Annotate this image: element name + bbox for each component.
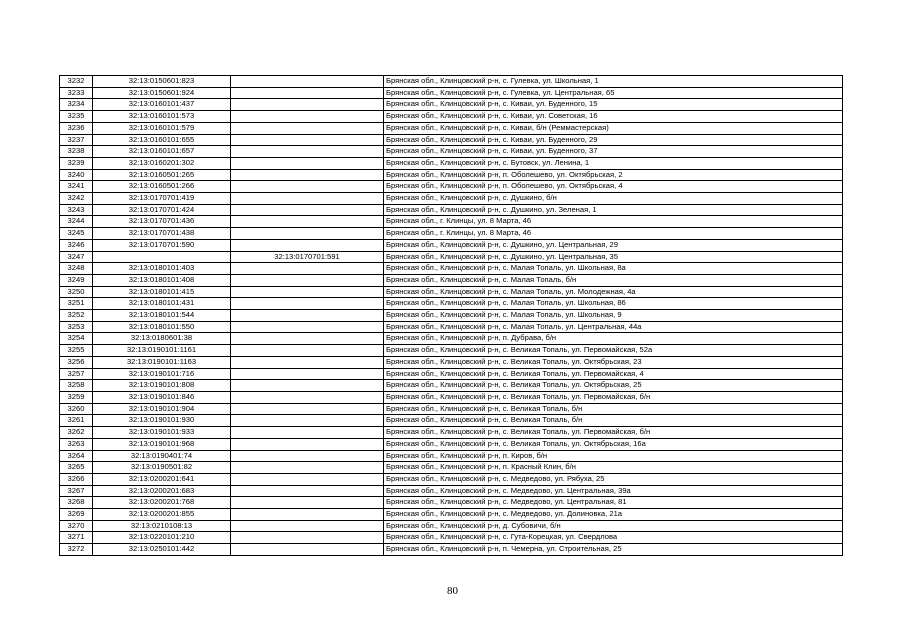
- address-cell: Брянская обл., Клинцовский р-н, с. Великая Топаль, б/н: [384, 403, 843, 415]
- cadastral-number-cell: 32:13:0150601:823: [93, 76, 231, 88]
- cadastral-number-cell: 32:13:0190101:716: [93, 368, 231, 380]
- cadastral-number-alt-cell: [231, 193, 384, 205]
- cadastral-number-cell: 32:13:0180601:38: [93, 333, 231, 345]
- table-row: [60, 251, 843, 263]
- row-number-cell: 3251: [60, 298, 93, 310]
- cadastral-number-cell: [93, 251, 231, 263]
- cadastral-number-cell: 32:13:0170701:419: [93, 193, 231, 205]
- table-row: [60, 356, 843, 368]
- row-number-cell: 3232: [60, 76, 93, 88]
- table-row: [60, 134, 843, 146]
- row-number-cell: 3246: [60, 239, 93, 251]
- cadastral-number-alt-cell: [231, 169, 384, 181]
- table-row: [60, 193, 843, 205]
- address-cell: Брянская обл., Клинцовский р-н, с. Великая Топаль, б/н: [384, 415, 843, 427]
- row-number-cell: 3271: [60, 532, 93, 544]
- cadastral-number-alt-cell: [231, 532, 384, 544]
- table-row: [60, 485, 843, 497]
- cadastral-number-cell: 32:13:0160101:657: [93, 146, 231, 158]
- cadastral-number-cell: 32:13:0250101:442: [93, 544, 231, 556]
- address-cell: Брянская обл., Клинцовский р-н, с. Душкино, ул. Центральная, 35: [384, 251, 843, 263]
- cadastral-number-alt-cell: [231, 274, 384, 286]
- row-number-cell: 3250: [60, 286, 93, 298]
- table-row: [60, 99, 843, 111]
- table-row: [60, 391, 843, 403]
- table-row: [60, 333, 843, 345]
- address-cell: Брянская обл., Клинцовский р-н, с. Великая Топаль, ул. Первомайская, 4: [384, 368, 843, 380]
- table-row: [60, 427, 843, 439]
- cadastral-number-cell: 32:13:0160101:579: [93, 122, 231, 134]
- address-cell: Брянская обл., Клинцовский р-н, с. Великая Топаль, ул. Октябрьская, 23: [384, 356, 843, 368]
- cadastral-number-alt-cell: [231, 544, 384, 556]
- cadastral-number-alt-cell: [231, 520, 384, 532]
- cadastral-number-alt-cell: [231, 485, 384, 497]
- cadastral-number-cell: 32:13:0210108:13: [93, 520, 231, 532]
- table-row: [60, 286, 843, 298]
- cadastral-number-alt-cell: [231, 111, 384, 123]
- address-cell: Брянская обл., Клинцовский р-н, с. Малая Топаль, ул. Молодежная, 4а: [384, 286, 843, 298]
- cadastral-number-cell: 32:13:0160101:655: [93, 134, 231, 146]
- cadastral-number-cell: 32:13:0200201:855: [93, 509, 231, 521]
- address-cell: Брянская обл., Клинцовский р-н, с. Малая Топаль, ул. Школьная, 9: [384, 310, 843, 322]
- address-cell: Брянская обл., Клинцовский р-н, с. Малая Топаль, ул. Школьная, 86: [384, 298, 843, 310]
- row-number-cell: 3253: [60, 321, 93, 333]
- cadastral-number-alt-cell: [231, 427, 384, 439]
- row-number-cell: 3264: [60, 450, 93, 462]
- cadastral-number-cell: 32:13:0180101:403: [93, 263, 231, 275]
- cadastral-number-cell: 32:13:0180101:550: [93, 321, 231, 333]
- table-row: [60, 263, 843, 275]
- address-cell: Брянская обл., Клинцовский р-н, с. Киваи, ул. Буденного, 29: [384, 134, 843, 146]
- cadastral-number-cell: 32:13:0170701:438: [93, 228, 231, 240]
- cadastral-number-alt-cell: [231, 333, 384, 345]
- address-cell: Брянская обл., Клинцовский р-н, с. Киваи, ул. Буденного, 37: [384, 146, 843, 158]
- cadastral-number-cell: 32:13:0190101:933: [93, 427, 231, 439]
- address-cell: Брянская обл., Клинцовский р-н, с. Душкино, ул. Центральная, 29: [384, 239, 843, 251]
- cadastral-number-alt-cell: [231, 356, 384, 368]
- address-cell: Брянская обл., Клинцовский р-н, с. Великая Топаль, ул. Октябрьская, 16а: [384, 438, 843, 450]
- address-cell: Брянская обл., Клинцовский р-н, с. Великая Топаль, ул. Первомайская, б/н: [384, 427, 843, 439]
- row-number-cell: 3234: [60, 99, 93, 111]
- cadastral-number-cell: 32:13:0190101:930: [93, 415, 231, 427]
- row-number-cell: 3258: [60, 380, 93, 392]
- row-number-cell: 3245: [60, 228, 93, 240]
- table-row: [60, 497, 843, 509]
- cadastral-number-cell: 32:13:0190401:74: [93, 450, 231, 462]
- cadastral-number-cell: 32:13:0190101:1163: [93, 356, 231, 368]
- cadastral-number-alt-cell: [231, 181, 384, 193]
- row-number-cell: 3241: [60, 181, 93, 193]
- row-number-cell: 3268: [60, 497, 93, 509]
- row-number-cell: 3236: [60, 122, 93, 134]
- cadastral-number-alt-cell: [231, 122, 384, 134]
- cadastral-number-cell: 32:13:0170701:590: [93, 239, 231, 251]
- cadastral-number-alt-cell: [231, 391, 384, 403]
- cadastral-number-cell: 32:13:0200201:683: [93, 485, 231, 497]
- row-number-cell: 3244: [60, 216, 93, 228]
- cadastral-number-cell: 32:13:0170701:436: [93, 216, 231, 228]
- address-cell: Брянская обл., Клинцовский р-н, с. Малая Топаль, б/н: [384, 274, 843, 286]
- address-cell: Брянская обл., Клинцовский р-н, с. Великая Топаль, ул. Октябрьская, 25: [384, 380, 843, 392]
- table-row: [60, 157, 843, 169]
- cadastral-number-alt-cell: [231, 228, 384, 240]
- address-cell: Брянская обл., Клинцовский р-н, с. Великая Топаль, ул. Первомайская, 52а: [384, 345, 843, 357]
- row-number-cell: 3237: [60, 134, 93, 146]
- address-cell: Брянская обл., Клинцовский р-н, с. Гута-Корецкая, ул. Свердлова: [384, 532, 843, 544]
- cadastral-number-cell: 32:13:0190101:904: [93, 403, 231, 415]
- cadastral-number-cell: 32:13:0160501:266: [93, 181, 231, 193]
- row-number-cell: 3255: [60, 345, 93, 357]
- cadastral-number-alt-cell: [231, 204, 384, 216]
- table-row: [60, 239, 843, 251]
- cadastral-number-cell: 32:13:0180101:408: [93, 274, 231, 286]
- cadastral-number-cell: 32:13:0180101:415: [93, 286, 231, 298]
- address-cell: Брянская обл., Клинцовский р-н, с. Гулевка, ул. Школьная, 1: [384, 76, 843, 88]
- table-row: [60, 473, 843, 485]
- cadastral-number-alt-cell: [231, 134, 384, 146]
- cadastral-number-alt-cell: [231, 473, 384, 485]
- cadastral-number-cell: 32:13:0200201:768: [93, 497, 231, 509]
- table-row: [60, 76, 843, 88]
- cadastral-number-alt-cell: [231, 239, 384, 251]
- row-number-cell: 3263: [60, 438, 93, 450]
- row-number-cell: 3252: [60, 310, 93, 322]
- table-row: [60, 403, 843, 415]
- row-number-cell: 3256: [60, 356, 93, 368]
- row-number-cell: 3233: [60, 87, 93, 99]
- table-row: [60, 520, 843, 532]
- row-number-cell: 3267: [60, 485, 93, 497]
- row-number-cell: 3243: [60, 204, 93, 216]
- address-cell: Брянская обл., Клинцовский р-н, п. Дубрава, б/н: [384, 333, 843, 345]
- cadastral-number-alt-cell: [231, 157, 384, 169]
- table-row: [60, 438, 843, 450]
- cadastral-number-alt-cell: [231, 450, 384, 462]
- cadastral-number-cell: 32:13:0160501:265: [93, 169, 231, 181]
- table-row: [60, 380, 843, 392]
- address-cell: Брянская обл., Клинцовский р-н, п. Киров, б/н: [384, 450, 843, 462]
- cadastral-number-alt-cell: [231, 87, 384, 99]
- address-cell: Брянская обл., Клинцовский р-н, с. Малая Топаль, ул. Центральная, 44а: [384, 321, 843, 333]
- row-number-cell: 3257: [60, 368, 93, 380]
- cadastral-number-alt-cell: [231, 368, 384, 380]
- table-row: [60, 122, 843, 134]
- row-number-cell: 3265: [60, 462, 93, 474]
- table-row: [60, 321, 843, 333]
- cadastral-number-cell: 32:13:0190101:846: [93, 391, 231, 403]
- cadastral-number-alt-cell: [231, 345, 384, 357]
- table-row: [60, 415, 843, 427]
- cadastral-number-cell: 32:13:0160101:437: [93, 99, 231, 111]
- table-row: [60, 298, 843, 310]
- cadastral-number-cell: 32:13:0150601:924: [93, 87, 231, 99]
- address-cell: Брянская обл., Клинцовский р-н, с. Бутовск, ул. Ленина, 1: [384, 157, 843, 169]
- cadastral-number-alt-cell: [231, 403, 384, 415]
- cadastral-number-cell: 32:13:0160201:302: [93, 157, 231, 169]
- address-cell: Брянская обл., г. Клинцы, ул. 8 Марта, 46: [384, 216, 843, 228]
- row-number-cell: 3249: [60, 274, 93, 286]
- cadastral-number-cell: 32:13:0190101:968: [93, 438, 231, 450]
- row-number-cell: 3270: [60, 520, 93, 532]
- address-cell: Брянская обл., Клинцовский р-н, п. Красный Клин, б/н: [384, 462, 843, 474]
- table-row: [60, 169, 843, 181]
- cadastral-number-cell: 32:13:0180101:544: [93, 310, 231, 322]
- table-row: [60, 87, 843, 99]
- table-row: [60, 544, 843, 556]
- address-cell: Брянская обл., Клинцовский р-н, с. Душкино, ул. Зеленая, 1: [384, 204, 843, 216]
- address-cell: Брянская обл., Клинцовский р-н, п. Чемерна, ул. Строительная, 25: [384, 544, 843, 556]
- cadastral-number-cell: 32:13:0190101:808: [93, 380, 231, 392]
- cadastral-number-alt-cell: [231, 263, 384, 275]
- cadastral-number-alt-cell: [231, 497, 384, 509]
- table-row: [60, 310, 843, 322]
- address-cell: Брянская обл., Клинцовский р-н, с. Медведово, ул. Долиновка, 21а: [384, 509, 843, 521]
- cadastral-number-alt-cell: [231, 216, 384, 228]
- cadastral-number-alt-cell: [231, 146, 384, 158]
- cadastral-number-alt-cell: [231, 99, 384, 111]
- table-row: [60, 204, 843, 216]
- row-number-cell: 3235: [60, 111, 93, 123]
- cadastral-number-alt-cell: [231, 380, 384, 392]
- table-row: [60, 111, 843, 123]
- page-number: 80: [447, 585, 458, 597]
- table-row: [60, 181, 843, 193]
- cadastral-number-alt-cell: [231, 462, 384, 474]
- row-number-cell: 3269: [60, 509, 93, 521]
- table-row: [60, 274, 843, 286]
- cadastral-number-cell: 32:13:0190501:82: [93, 462, 231, 474]
- address-cell: Брянская обл., Клинцовский р-н, д. Субовичи, б/н: [384, 520, 843, 532]
- row-number-cell: 3261: [60, 415, 93, 427]
- cadastral-number-cell: 32:13:0200201:641: [93, 473, 231, 485]
- row-number-cell: 3262: [60, 427, 93, 439]
- table-row: [60, 345, 843, 357]
- address-cell: Брянская обл., Клинцовский р-н, с. Малая Топаль, ул. Школьная, 8а: [384, 263, 843, 275]
- cadastral-number-alt-cell: [231, 509, 384, 521]
- row-number-cell: 3259: [60, 391, 93, 403]
- table-row: [60, 450, 843, 462]
- row-number-cell: 3260: [60, 403, 93, 415]
- cadastral-number-alt-cell: [231, 286, 384, 298]
- address-cell: Брянская обл., Клинцовский р-н, с. Медведово, ул. Центральная, 81: [384, 497, 843, 509]
- table-row: [60, 368, 843, 380]
- address-cell: Брянская обл., Клинцовский р-н, п. Оболешево, ул. Октябрьская, 4: [384, 181, 843, 193]
- row-number-cell: 3266: [60, 473, 93, 485]
- row-number-cell: 3254: [60, 333, 93, 345]
- register-table: [59, 75, 843, 556]
- cadastral-number-alt-cell: [231, 438, 384, 450]
- row-number-cell: 3239: [60, 157, 93, 169]
- cadastral-number-cell: 32:13:0220101:210: [93, 532, 231, 544]
- table-row: [60, 216, 843, 228]
- address-cell: Брянская обл., Клинцовский р-н, с. Медведово, ул. Рябуха, 25: [384, 473, 843, 485]
- cadastral-number-cell: 32:13:0180101:431: [93, 298, 231, 310]
- address-cell: Брянская обл., г. Клинцы, ул. 8 Марта, 46: [384, 228, 843, 240]
- row-number-cell: 3240: [60, 169, 93, 181]
- table-row: [60, 509, 843, 521]
- cadastral-number-alt-cell: [231, 298, 384, 310]
- address-cell: Брянская обл., Клинцовский р-н, с. Великая Топаль, ул. Первомайская, б/н: [384, 391, 843, 403]
- register-table-body: [60, 76, 843, 556]
- cadastral-number-alt-cell: [231, 310, 384, 322]
- row-number-cell: 3242: [60, 193, 93, 205]
- table-row: [60, 146, 843, 158]
- row-number-cell: 3272: [60, 544, 93, 556]
- address-cell: Брянская обл., Клинцовский р-н, с. Медведово, ул. Центральная, 39а: [384, 485, 843, 497]
- address-cell: Брянская обл., Клинцовский р-н, с. Киваи, ул. Советская, 16: [384, 111, 843, 123]
- cadastral-number-cell: 32:13:0190101:1161: [93, 345, 231, 357]
- cadastral-number-alt-cell: 32:13:0170701:591: [231, 251, 384, 263]
- table-row: [60, 228, 843, 240]
- address-cell: Брянская обл., Клинцовский р-н, с. Киваи, ул. Буденного, 15: [384, 99, 843, 111]
- cadastral-number-alt-cell: [231, 321, 384, 333]
- address-cell: Брянская обл., Клинцовский р-н, с. Душкино, б/н: [384, 193, 843, 205]
- row-number-cell: 3248: [60, 263, 93, 275]
- cadastral-number-alt-cell: [231, 76, 384, 88]
- cadastral-number-cell: 32:13:0160101:573: [93, 111, 231, 123]
- address-cell: Брянская обл., Клинцовский р-н, п. Оболешево, ул. Октябрьская, 2: [384, 169, 843, 181]
- table-row: [60, 532, 843, 544]
- row-number-cell: 3238: [60, 146, 93, 158]
- cadastral-number-alt-cell: [231, 415, 384, 427]
- cadastral-number-cell: 32:13:0170701:424: [93, 204, 231, 216]
- address-cell: Брянская обл., Клинцовский р-н, с. Гулевка, ул. Центральная, 65: [384, 87, 843, 99]
- row-number-cell: 3247: [60, 251, 93, 263]
- address-cell: Брянская обл., Клинцовский р-н, с. Киваи, б/н (Реммастерская): [384, 122, 843, 134]
- table-row: [60, 462, 843, 474]
